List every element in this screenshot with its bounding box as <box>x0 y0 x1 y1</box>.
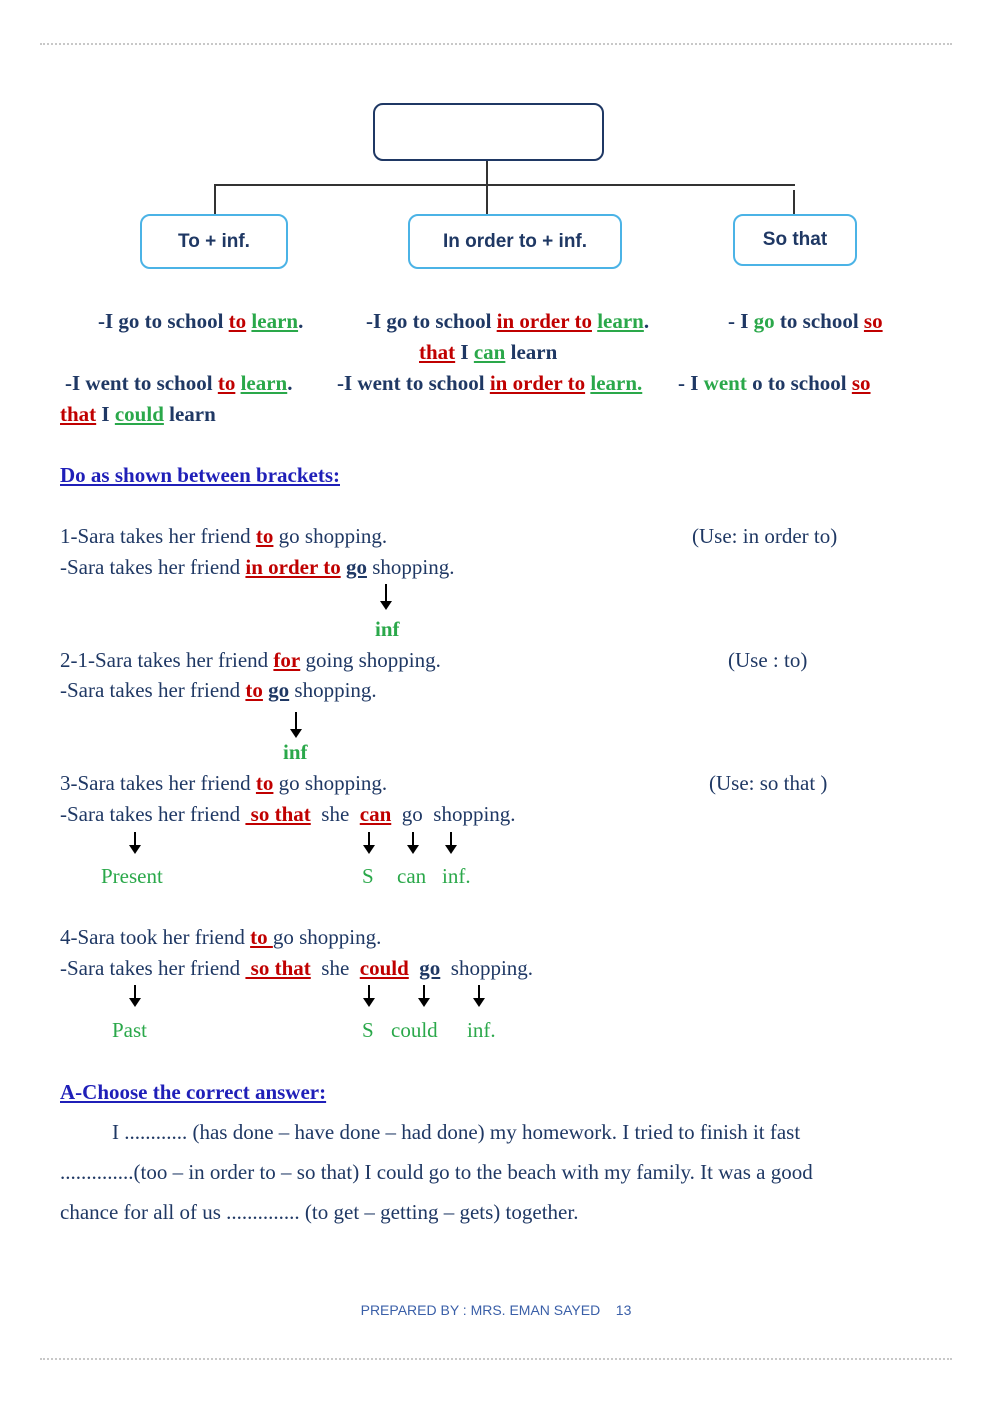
choose-line-2: ..............(too – in order to – so that) I could go to the beach with my family. It was a good <box>60 1160 813 1184</box>
choose-line-1: I ............ (has done – have done – had done) my homework. I tried to finish it fast <box>112 1120 801 1144</box>
q2-arrow <box>295 712 297 730</box>
box-to-inf: To + inf. <box>140 214 288 269</box>
example-row1-c: - I go to school so <box>728 309 883 333</box>
diagram-drop-mid <box>486 184 488 215</box>
q1-arrow <box>385 584 387 602</box>
choose-line-3: chance for all of us .............. (to get – getting – gets) together. <box>60 1200 579 1224</box>
bottom-dotted-border <box>40 1358 952 1360</box>
box-so-that: So that <box>733 214 857 266</box>
example-row2-b: -I went to school in order to learn. <box>337 371 643 395</box>
q1-line: 1-Sara takes her friend to go shopping. <box>60 524 388 548</box>
q1-hint: (Use: in order to) <box>692 524 838 548</box>
diagram-stem <box>486 161 488 186</box>
q3-label-inf: inf. <box>442 864 471 888</box>
q2-hint: (Use : to) <box>728 648 808 672</box>
footer-text: PREPARED BY : MRS. EMAN SAYED <box>360 1302 601 1318</box>
q3-label-can: can <box>397 864 427 888</box>
q3-arrow-can <box>412 832 414 846</box>
q3-label-s: S <box>362 864 374 888</box>
q2-answer: -Sara takes her friend to go shopping. <box>60 678 377 702</box>
q4-arrow-past <box>134 985 136 999</box>
diagram-bar <box>214 184 795 186</box>
q4-arrow-inf <box>478 985 480 999</box>
box-in-order-to: In order to + inf. <box>408 214 622 269</box>
page-number: 13 <box>615 1302 632 1318</box>
q4-answer: -Sara takes her friend so that she could go shopping. <box>60 956 534 980</box>
example-row2-c-cont: that I could learn <box>60 402 216 426</box>
q3-label-present: Present <box>101 864 163 888</box>
q3-arrow-inf <box>450 832 452 846</box>
footer <box>0 1302 992 1318</box>
section-heading-brackets: Do as shown between brackets: <box>60 463 340 487</box>
q4-arrow-s <box>368 985 370 999</box>
q1-label-inf: inf <box>375 617 400 641</box>
q4-label-s: S <box>362 1018 374 1042</box>
q4-label-inf: inf. <box>467 1018 496 1042</box>
top-dotted-border <box>40 43 952 45</box>
diagram-root-box <box>373 103 604 161</box>
q3-arrow-s <box>368 832 370 846</box>
q3-arrow-present <box>134 832 136 846</box>
q4-arrow-could <box>423 985 425 999</box>
diagram-drop-right <box>793 190 795 215</box>
q4-label-past: Past <box>112 1018 148 1042</box>
q3-hint: (Use: so that ) <box>709 771 828 795</box>
q3-line: 3-Sara takes her friend to go shopping. <box>60 771 388 795</box>
example-row1-c-cont: that I can learn <box>419 340 558 364</box>
q4-line: 4-Sara took her friend to go shopping. <box>60 925 382 949</box>
q1-answer: -Sara takes her friend in order to go shopping. <box>60 555 455 579</box>
q2-line: 2-1-Sara takes her friend for going shopping. <box>60 648 441 672</box>
example-row2-c: - I went o to school so <box>678 371 871 395</box>
example-row1-a: -I go to school to learn. <box>98 309 304 333</box>
q2-label-inf: inf <box>283 740 308 764</box>
section-heading-choose: A-Choose the correct answer: <box>60 1080 327 1104</box>
q3-answer: -Sara takes her friend so that she can go shopping. <box>60 802 516 826</box>
example-row2-a: -I went to school to learn. <box>65 371 293 395</box>
example-row1-b: -I go to school in order to learn. <box>366 309 650 333</box>
q4-label-could: could <box>391 1018 438 1042</box>
diagram-drop-left <box>214 184 216 215</box>
